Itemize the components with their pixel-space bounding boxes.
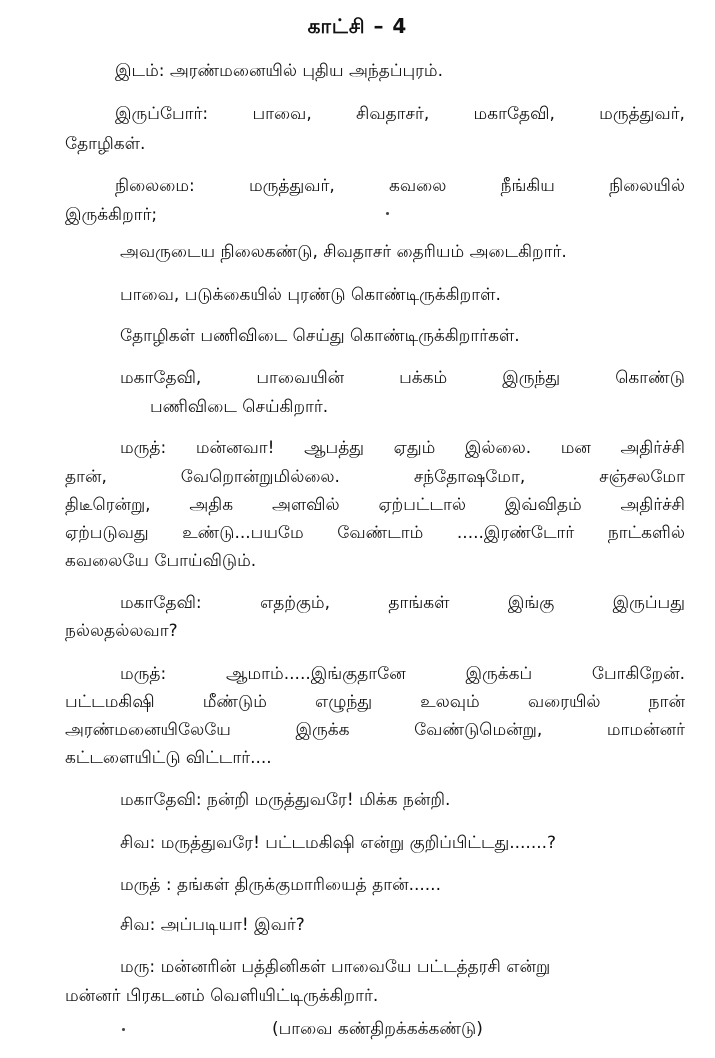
- word: இவ்விதம்: [504, 495, 582, 515]
- word: ஏற்படுவது: [65, 523, 149, 543]
- word: பக்கம்: [399, 368, 448, 388]
- dialogue-1-line-4: [65, 522, 685, 544]
- word: இருப்போர்:: [115, 104, 209, 124]
- dialogue-5: சிவ: மருத்துவரே! பட்டமகிஷி என்று குறிப்பிட்டது.......?: [120, 833, 557, 853]
- word: கொண்டு: [615, 368, 685, 388]
- word: அளவில்: [271, 495, 340, 515]
- word: ஏற்பட்டால்: [378, 495, 466, 515]
- word: அதிர்ச்சி: [620, 495, 685, 515]
- word: நான்: [648, 692, 685, 712]
- dialogue-1-line-3: [65, 494, 685, 516]
- stage-direction-2: பாவை, படுக்கையில் புரண்டு கொண்டிருக்கிறாள்.: [120, 285, 501, 305]
- word: மருத்துவர்,: [599, 104, 685, 124]
- word: தாங்கள்: [388, 593, 450, 613]
- situation-line-2: இருக்கிறார்;: [65, 205, 158, 225]
- dialogue-8-line-1: மரு: மன்னரின் பத்தினிகள் பாவையே பட்டத்தரசி என்று: [120, 957, 551, 977]
- word: இருக்க: [295, 720, 350, 740]
- dialogue-7: சிவ: அப்படியா! இவர்?: [120, 915, 305, 935]
- word: சஞ்சலமோ: [599, 467, 685, 487]
- word: பட்டமகிஷி: [65, 692, 155, 712]
- word: திடீரென்று,: [65, 495, 151, 515]
- dialogue-8-line-2: மன்னர் பிரகடனம் வெளியிட்டிருக்கிறார்.: [65, 986, 379, 1006]
- word: மன: [560, 438, 591, 458]
- place-line: இடம்: அரண்மனையில் புதிய அந்தப்புரம்.: [115, 61, 443, 81]
- print-speck: [122, 1028, 125, 1031]
- word: இங்கு: [507, 593, 555, 613]
- dialogue-3-line-2: [65, 691, 685, 713]
- word: வேறொன்றுமில்லை.: [180, 467, 340, 487]
- word: அரண்மனையிலேயே: [65, 720, 231, 740]
- word: உலவும்: [420, 692, 480, 712]
- word: உண்டு...பயமே: [182, 523, 304, 543]
- word: பாவை,: [252, 104, 312, 124]
- word: மருத்:: [120, 438, 167, 458]
- word: ஆமாம்.....இங்குதானே: [226, 664, 406, 684]
- word: அதிக: [189, 495, 234, 515]
- word: போகிறேன்.: [591, 664, 685, 684]
- word: தான்,: [65, 467, 107, 487]
- word: சிவதாசர்,: [356, 104, 430, 124]
- stage-direction-1: அவருடைய நிலைகண்டு, சிவதாசர் தைரியம் அடைகிறார்.: [120, 242, 567, 262]
- word: வேண்டாம்: [337, 523, 424, 543]
- word: இருக்கப்: [465, 664, 533, 684]
- word: நிலைமை:: [115, 176, 195, 196]
- word: வரையில்: [527, 692, 601, 712]
- word: மீண்டும்: [202, 692, 267, 712]
- word: நீங்கிய: [500, 176, 555, 196]
- situation-line-1: [115, 175, 685, 197]
- closing-stage-direction: (பாவை கண்திறக்கக்கண்டு): [272, 1019, 483, 1039]
- dialogue-2-line-2: நல்லதல்லவா?: [65, 621, 178, 641]
- present-line-1: [115, 103, 685, 125]
- word: மகாதேவி,: [473, 104, 555, 124]
- word: ஏதும்: [393, 438, 436, 458]
- word: அதிர்ச்சி: [620, 438, 685, 458]
- stage-direction-4-line-1: [120, 367, 685, 389]
- dialogue-2-line-1: [120, 592, 685, 614]
- word: மன்னவா!: [195, 438, 275, 458]
- word: சந்தோஷமோ,: [413, 467, 526, 487]
- dialogue-1-line-5: கவலையே போய்விடும்.: [65, 551, 257, 571]
- word: மகாதேவி,: [120, 368, 202, 388]
- word: எதற்கும்,: [260, 593, 331, 613]
- word: .....இரண்டோர்: [456, 523, 575, 543]
- word: நிலையில்: [609, 176, 685, 196]
- scene-title: காட்சி – 4: [307, 14, 408, 38]
- dialogue-1-line-2: [65, 466, 685, 488]
- word: பாவையின்: [256, 368, 345, 388]
- word: மருத்துவர்,: [249, 176, 335, 196]
- dialogue-4: மகாதேவி: நன்றி மருத்துவரே! மிக்க நன்றி.: [120, 790, 451, 810]
- dialogue-3-line-3: [65, 719, 685, 741]
- word: இல்லை.: [464, 438, 532, 458]
- word: நாட்களில்: [607, 523, 685, 543]
- word: கவலை: [389, 176, 447, 196]
- stage-direction-3: தோழிகள் பணிவிடை செய்து கொண்டிருக்கிறார்கள்.: [120, 326, 520, 346]
- word: ஆபத்து: [304, 438, 365, 458]
- dialogue-3-line-4: கட்டளையிட்டு விட்டார்....: [65, 748, 272, 768]
- word: இருந்து: [502, 368, 561, 388]
- word: எழுந்து: [315, 692, 373, 712]
- word: மாமன்னர்: [606, 720, 685, 740]
- word: மருத்:: [120, 664, 167, 684]
- print-speck: [386, 212, 389, 215]
- stage-direction-4-line-2: பணிவிடை செய்கிறார்.: [150, 397, 329, 417]
- word: இருப்பது: [612, 593, 685, 613]
- dialogue-3-line-1: [120, 663, 685, 685]
- word: மகாதேவி:: [120, 593, 202, 613]
- dialogue-6: மருத் : தங்கள் திருக்குமாரியைத் தான்......: [120, 875, 441, 895]
- present-line-2: தோழிகள்.: [65, 134, 146, 154]
- word: வேண்டுமென்று,: [414, 720, 543, 740]
- dialogue-1-line-1: [120, 437, 685, 459]
